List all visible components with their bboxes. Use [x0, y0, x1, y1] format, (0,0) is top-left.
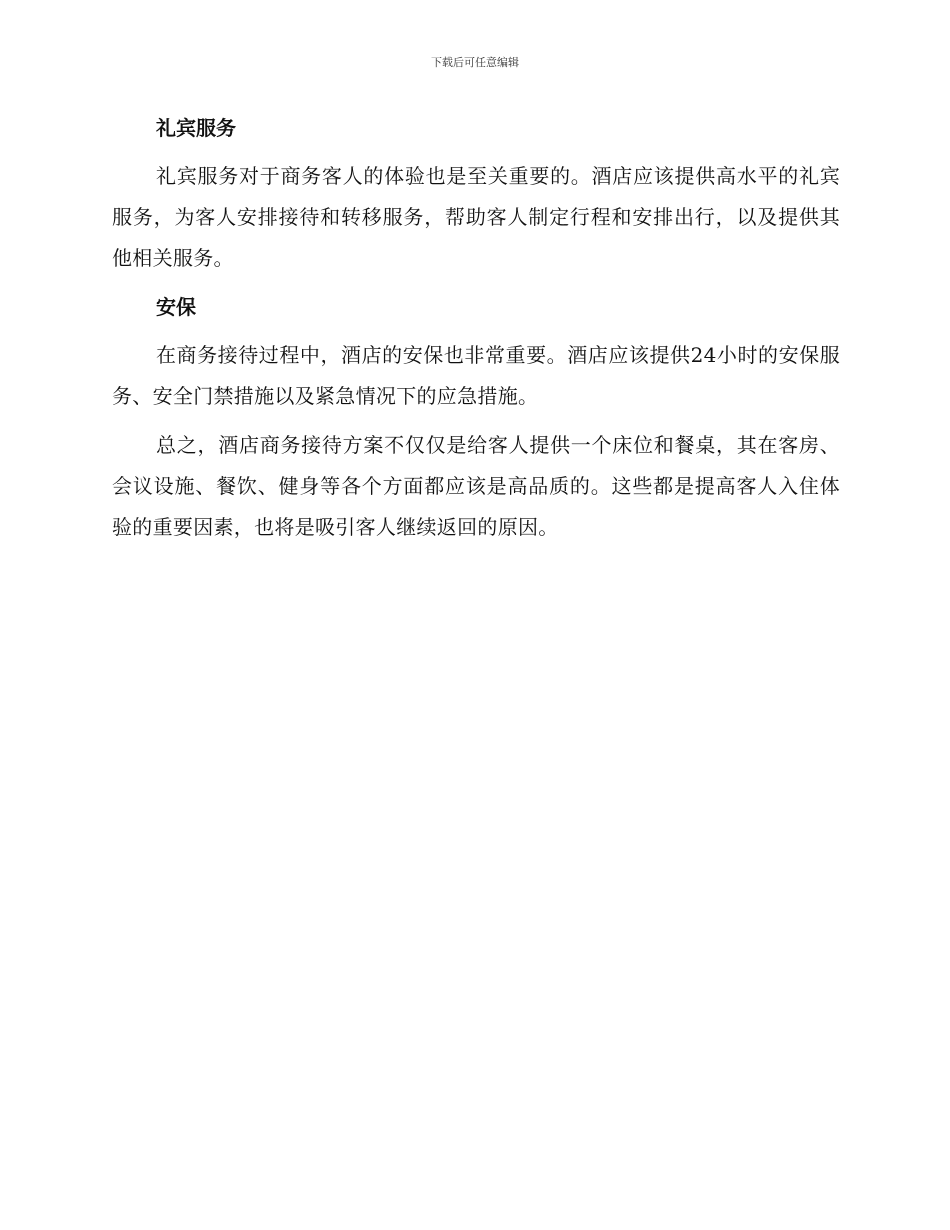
section-heading-concierge: 礼宾服务 — [156, 116, 236, 140]
section-heading-security: 安保 — [156, 295, 196, 319]
document-body — [112, 108, 840, 556]
section-paragraph-security: 在商务接待过程中，酒店的安保也非常重要。酒店应该提供24小时的安保服务、安全门禁措施以及紧急情况下的应急措施。 — [112, 343, 840, 408]
conclusion-paragraph: 总之，酒店商务接待方案不仅仅是给客人提供一个床位和餐桌，其在客房、会议设施、餐饮、健身等各个方面都应该是高品质的。这些都是提高客人入住体验的重要因素，也将是吸引客人继续返回的原因。 — [112, 433, 840, 539]
page-header: 下载后可任意编辑 — [431, 56, 519, 69]
section-paragraph-concierge: 礼宾服务对于商务客人的体验也是至关重要的。酒店应该提供高水平的礼宾服务，为客人安排接待和转移服务，帮助客人制定行程和安排出行，以及提供其他相关服务。 — [112, 164, 840, 270]
